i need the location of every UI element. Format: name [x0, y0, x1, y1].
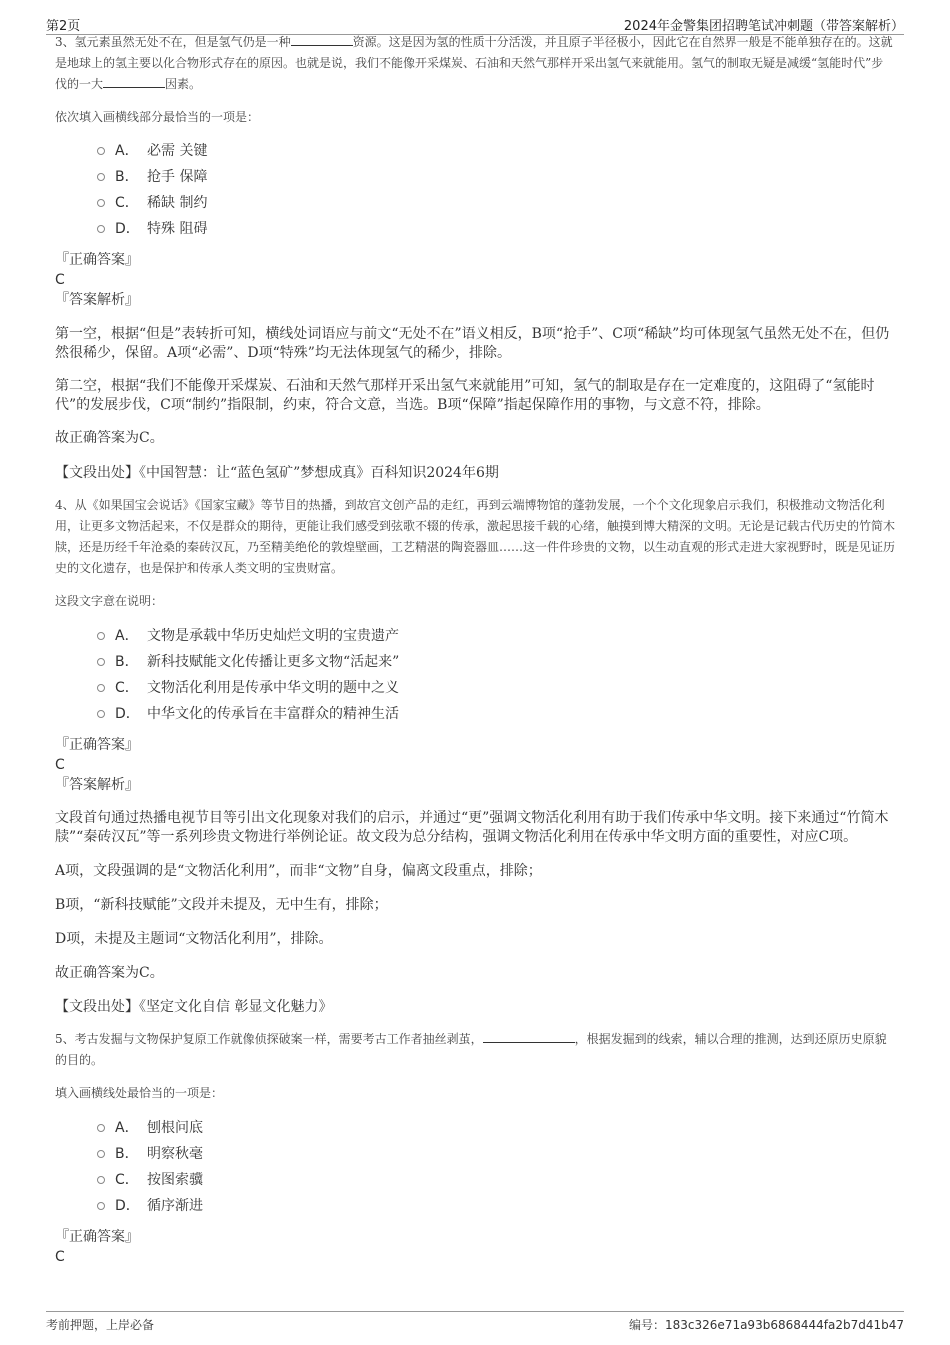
q5-answer: C: [55, 1249, 65, 1265]
radio-icon[interactable]: [97, 147, 105, 155]
page-number: 第2页: [46, 19, 81, 34]
q4-analysis-label: 『答案解析』: [55, 777, 139, 793]
radio-icon[interactable]: [97, 225, 105, 233]
radio-icon[interactable]: [97, 173, 105, 181]
q5-answer-label: 『正确答案』: [55, 1229, 139, 1245]
q3-options: [95, 138, 895, 242]
option-letter: C．: [115, 1172, 139, 1188]
option-letter: A．: [115, 628, 139, 644]
radio-icon[interactable]: [97, 1202, 105, 1210]
q5-option-d[interactable]: [95, 1193, 895, 1219]
footer-slogan: 考前押题，上岸必备: [46, 1318, 155, 1332]
footer-divider: [46, 1311, 904, 1312]
option-text: 循序渐进: [147, 1198, 203, 1214]
q3-blank-2: [103, 75, 165, 88]
radio-icon[interactable]: [97, 199, 105, 207]
option-text: 新科技赋能文化传播让更多文物“活起来”: [147, 654, 400, 670]
q4-source: 【文段出处】《坚定文化自信 彰显文化魅力》: [55, 999, 333, 1015]
q3-analysis-p2: 第二空，根据“我们不能像开采煤炭、石油和天然气那样开采出氢气来就能用”可知，氢气的制取是存在一定难度的，这阻碍了“氢能时代”的发展步伐，C项“制约”指限制，约束，符合文意，当选。B项“保障”指起保障作用的事物，与文意不符，排除。: [55, 378, 875, 413]
option-text: 抢手 保障: [147, 169, 208, 185]
q5-option-c[interactable]: [95, 1167, 895, 1193]
q3-source: 【文段出处】《中国智慧：让“蓝色氢矿”梦想成真》百科知识2024年6期: [55, 465, 499, 481]
q4-option-c[interactable]: [95, 675, 895, 701]
radio-icon[interactable]: [97, 658, 105, 666]
option-letter: B．: [115, 169, 139, 185]
q4-analysis-p1: 文段首句通过热播电视节目等引出文化现象对我们的启示，并通过“更”强调文物活化利用有助于我们传承中华文明。接下来通过“竹简木牍”“秦砖汉瓦”等一系列珍贵文物进行举例论证。故文段为总分结构，强调文物活化利用在传承中华文明方面的重要性，对应C项。: [55, 810, 889, 845]
option-text: 文物是承载中华历史灿烂文明的宝贵遗产: [147, 628, 399, 644]
q5-option-a[interactable]: [95, 1115, 895, 1141]
q3-stem: [55, 32, 895, 95]
q3-option-d[interactable]: [95, 216, 895, 242]
q3-option-b[interactable]: [95, 164, 895, 190]
page-footer: [0, 1308, 950, 1345]
q5-stem: [55, 1029, 895, 1071]
q3-stem-part-c: 因素。: [165, 77, 202, 91]
q4-option-a[interactable]: [95, 623, 895, 649]
option-text: 刨根问底: [147, 1120, 203, 1136]
q3-analysis-p1: 第一空，根据“但是”表转折可知，横线处词语应与前文“无处不在”语义相反，B项“抢手”、C项“稀缺”均可体现氢气虽然无处不在，但仍然很稀少，保留。A项“必需”、D项“特殊”均无法体现氢气的稀少，排除。: [55, 326, 890, 361]
q5-prompt: 填入画横线处最恰当的一项是：: [55, 1086, 224, 1100]
q5-blank: [483, 1030, 575, 1043]
option-letter: B．: [115, 654, 139, 670]
document-title: 2024年金警集团招聘笔试冲刺题（带答案解析）: [623, 19, 904, 34]
q5-stem-part-a: 5、考古发掘与文物保护复原工作就像侦探破案一样，需要考古工作者抽丝剥茧，: [55, 1032, 483, 1046]
radio-icon[interactable]: [97, 1176, 105, 1184]
q5-stem-part-b: ，根据发掘到的线索，辅以合理的推测，达到还原历史原貌的目的。: [55, 1032, 887, 1067]
option-text: 特殊 阻碍: [147, 221, 208, 237]
q4-option-d[interactable]: [95, 701, 895, 727]
q4-prompt: 这段文字意在说明：: [55, 594, 164, 608]
q4-analysis-p5: 故正确答案为C。: [55, 965, 164, 981]
option-text: 按图索骥: [147, 1172, 203, 1188]
q5-option-b[interactable]: [95, 1141, 895, 1167]
radio-icon[interactable]: [97, 1150, 105, 1158]
q4-answer: C: [55, 757, 65, 773]
radio-icon[interactable]: [97, 632, 105, 640]
q4-answer-label: 『正确答案』: [55, 737, 139, 753]
q3-analysis-label: 『答案解析』: [55, 292, 139, 308]
radio-icon[interactable]: [97, 710, 105, 718]
option-letter: D．: [115, 1198, 140, 1214]
option-letter: B．: [115, 1146, 139, 1162]
option-text: 中华文化的传承旨在丰富群众的精神生活: [147, 706, 399, 722]
q3-blank-1: [291, 33, 353, 46]
q4-options: [95, 623, 895, 727]
q3-stem-part-a: 3、氢元素虽然无处不在，但是氢气仍是一种: [55, 35, 291, 49]
q3-prompt: 依次填入画横线部分最恰当的一项是：: [55, 110, 260, 124]
radio-icon[interactable]: [97, 684, 105, 692]
q4-option-b[interactable]: [95, 649, 895, 675]
option-text: 稀缺 制约: [147, 195, 208, 211]
footer-serial: 编号：183c326e71a93b6868444fa2b7d41b47: [629, 1318, 904, 1332]
radio-icon[interactable]: [97, 1124, 105, 1132]
option-letter: C．: [115, 680, 139, 696]
q3-analysis-p3: 故正确答案为C。: [55, 430, 164, 446]
option-letter: C．: [115, 195, 139, 211]
q5-options: [95, 1115, 895, 1219]
q4-stem: 4、从《如果国宝会说话》《国家宝藏》等节目的热播，到故宫文创产品的走红，再到云端博物馆的蓬勃发展，一个个文化现象启示我们，积极推动文物活化利用，让更多文物活起来，不仅是群众的期待，更能让我们感受到弦歌不辍的传承，激起思接千载的心绪，触摸到博大精深的文明。无论是记载古代历史的竹简木牍，还是历经千年沧桑的秦砖汉瓦，乃至精美绝伦的敦煌壁画，工艺精湛的陶瓷器皿……这一件件珍贵的文物，以生动直观的形式走进大家视野时，既是见证历史的文化遗存，也是保护和传承人类文明的宝贵财富。: [55, 498, 896, 575]
q3-stem-part-b: 资源。这是因为氢的性质十分活泼，并且原子半径极小，因此它在自然界一般是不能单独存在的。这就是地球上的氢主要以化合物形式存在的原因。也就是说，我们不能像开采煤炭、石油和天然气那样开采出氢气来就能用。氢气的制取无疑是减缓“氢能时代”步伐的一大: [55, 35, 893, 91]
q3-answer-label: 『正确答案』: [55, 252, 139, 268]
option-letter: A．: [115, 143, 139, 159]
option-text: 明察秋毫: [147, 1146, 203, 1162]
q3-answer: C: [55, 272, 65, 288]
option-letter: D．: [115, 221, 140, 237]
q4-analysis-p3: B项，“新科技赋能”文段并未提及，无中生有，排除；: [55, 897, 388, 913]
q4-analysis-p2: A项，文段强调的是“文物活化利用”，而非“文物”自身，偏离文段重点，排除；: [55, 863, 542, 879]
option-letter: D．: [115, 706, 140, 722]
q4-analysis-p4: D项，未提及主题词“文物活化利用”，排除。: [55, 931, 333, 947]
q3-option-a[interactable]: [95, 138, 895, 164]
option-letter: A．: [115, 1120, 139, 1136]
option-text: 必需 关键: [147, 143, 208, 159]
q3-option-c[interactable]: [95, 190, 895, 216]
page-content: [55, 35, 896, 1267]
option-text: 文物活化利用是传承中华文明的题中之义: [147, 680, 399, 696]
